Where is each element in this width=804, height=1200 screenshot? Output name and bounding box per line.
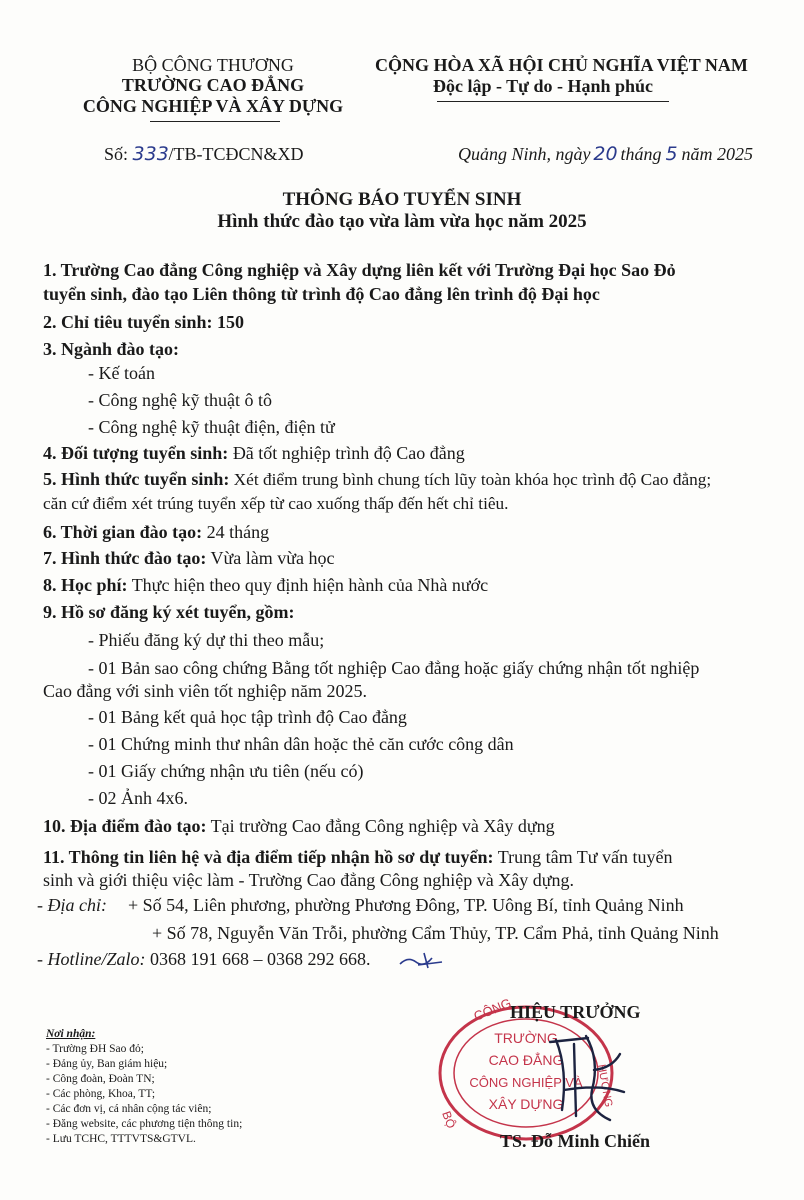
section-5-line2: căn cứ điểm xét trúng tuyển xếp từ cao xuống thấp đến hết chỉ tiêu. [43, 494, 509, 513]
section-11-line2: sinh và giới thiệu việc làm - Trường Cao đẳng Công nghiệp và Xây dựng. [43, 870, 574, 890]
document-item: - 01 Bản sao công chứng Bằng tốt nghiệp Cao đẳng hoặc giấy chứng nhận tốt nghiệp [88, 658, 700, 678]
section-8-label: 8. Học phí: [43, 575, 128, 595]
section-4-text: Đã tốt nghiệp trình độ Cao đẳng [228, 443, 465, 463]
section-6-label: 6. Thời gian đào tạo: [43, 522, 203, 542]
section-11-text: Trung tâm Tư vấn tuyển [493, 847, 673, 867]
recipient-item: - Đảng ủy, Ban giám hiệu; [46, 1058, 168, 1070]
country-name: CỘNG HÒA XÃ HỘI CHỦ NGHĨA VIỆT NAM [375, 55, 748, 75]
major-item: - Kế toán [88, 363, 155, 383]
section-3-heading: 3. Ngành đào tạo: [43, 339, 180, 359]
section-7 [43, 548, 334, 569]
recipient-item: - Đăng website, các phương tiện thông tin; [46, 1118, 243, 1130]
seal-line2: CAO ĐẲNG [488, 1052, 564, 1068]
seal-line3: CÔNG NGHIỆP VÀ [469, 1075, 583, 1090]
place-date-prefix: Quảng Ninh, ngày [458, 144, 591, 164]
section-2-quota: 2. Chỉ tiêu tuyển sinh: 150 [43, 312, 245, 332]
section-1-line2: tuyển sinh, đào tạo Liên thông từ trình độ Cao đẳng lên trình độ Đại học [43, 284, 600, 304]
recipient-item: - Các phòng, Khoa, TT; [46, 1088, 156, 1100]
section-7-text: Vừa làm vừa học [206, 548, 335, 568]
doc-number-code: /TB-TCĐCN&XD [168, 144, 304, 164]
section-5-label: 5. Hình thức tuyển sinh: [43, 469, 230, 489]
signer-name: TS. Đỗ Minh Chiến [500, 1131, 651, 1151]
major-item: - Công nghệ kỹ thuật ô tô [88, 390, 272, 410]
address-1: + Số 54, Liên phương, phường Phương Đông, TP. Uông Bí, tỉnh Quảng Ninh [128, 895, 684, 915]
notice-subtitle: Hình thức đào tạo vừa làm vừa học năm 2025 [217, 211, 587, 232]
place-and-date [458, 143, 753, 165]
major-item: - Công nghệ kỹ thuật điện, điện tử [88, 417, 335, 437]
section-9-heading: 9. Hồ sơ đăng ký xét tuyển, gồm: [43, 602, 295, 622]
section-6 [43, 522, 269, 543]
doc-number-label: Số: [104, 144, 129, 164]
document-item: - 01 Bảng kết quả học tập trình độ Cao đẳng [88, 707, 407, 727]
address-label: - Địa chỉ: [37, 895, 107, 915]
notice-title: THÔNG BÁO TUYỂN SINH [282, 189, 522, 210]
school-name-line1: TRƯỜNG CAO ĐẲNG [121, 75, 305, 95]
signer-position: HIỆU TRƯỞNG [510, 1002, 641, 1022]
ministry-name: BỘ CÔNG THƯƠNG [132, 55, 294, 75]
seal-left-arc: BỘ [439, 1109, 459, 1131]
school-name-line2: CÔNG NGHIỆP VÀ XÂY DỰNG [82, 96, 344, 116]
document-item: - 01 Chứng minh thư nhân dân hoặc thẻ căn cước công dân [88, 734, 514, 754]
hotline [37, 949, 371, 970]
section-10-text: Tại trường Cao đẳng Công nghiệp và Xây dựng [206, 816, 555, 836]
header-underline-left [150, 121, 280, 122]
section-5-text: Xét điểm trung bình chung tích lũy toàn khóa học trình độ Cao đẳng; [229, 470, 712, 489]
hotline-numbers: 0368 191 668 – 0368 292 668. [145, 949, 371, 969]
section-11-label: 11. Thông tin liên hệ và địa điểm tiếp nhận hồ sơ dự tuyển: [43, 847, 494, 867]
section-8 [43, 575, 488, 596]
section-6-text: 24 tháng [202, 522, 270, 542]
recipients-heading: Nơi nhận: [46, 1028, 96, 1040]
seal-right-arc: HƯƠNG [595, 1063, 615, 1109]
recipient-item: - Lưu TCHC, TTTVTS&GTVL. [46, 1133, 196, 1145]
section-11 [43, 847, 672, 868]
section-4 [43, 443, 465, 464]
year-label: năm 2025 [681, 144, 754, 164]
month-label: tháng [620, 144, 662, 164]
pen-mark-icon [398, 950, 444, 972]
seal-top-arc: CÔNG [471, 995, 514, 1024]
seal-line1: TRƯỜNG [494, 1030, 558, 1046]
hotline-label: - Hotline/Zalo: [37, 949, 146, 969]
section-4-label: 4. Đối tượng tuyển sinh: [43, 443, 229, 463]
date-month: 5 [665, 143, 678, 165]
header-underline-right [437, 101, 669, 102]
recipient-item: - Trường ĐH Sao đỏ; [46, 1043, 144, 1055]
section-10-label: 10. Địa điểm đào tạo: [43, 816, 207, 836]
document-item-continued: Cao đẳng với sinh viên tốt nghiệp năm 2025. [43, 681, 367, 701]
section-8-text: Thực hiện theo quy định hiện hành của Nhà nước [127, 575, 489, 595]
recipient-item: - Công đoàn, Đoàn TN; [46, 1073, 155, 1085]
national-motto: Độc lập - Tự do - Hạnh phúc [433, 76, 654, 96]
doc-number-handwritten: 333 [132, 143, 169, 165]
recipient-item: - Các đơn vị, cá nhân cộng tác viên; [46, 1103, 212, 1115]
section-1-line1: 1. Trường Cao đẳng Công nghiệp và Xây dựng liên kết với Trường Đại học Sao Đỏ [43, 260, 676, 280]
document-item: - 02 Ảnh 4x6. [88, 788, 188, 808]
document-number [104, 143, 304, 165]
section-5 [43, 469, 711, 490]
handwritten-signature-icon [540, 1030, 630, 1130]
seal-line4: XÂY DỰNG [488, 1096, 564, 1112]
date-day: 20 [593, 143, 618, 165]
section-10 [43, 816, 555, 837]
address-2: + Số 78, Nguyễn Văn Trỗi, phường Cẩm Thủy, TP. Cẩm Phả, tỉnh Quảng Ninh [152, 923, 719, 943]
document-item: - 01 Giấy chứng nhận ưu tiên (nếu có) [88, 761, 364, 781]
document-item: - Phiếu đăng ký dự thi theo mẫu; [88, 630, 325, 650]
section-7-label: 7. Hình thức đào tạo: [43, 548, 207, 568]
